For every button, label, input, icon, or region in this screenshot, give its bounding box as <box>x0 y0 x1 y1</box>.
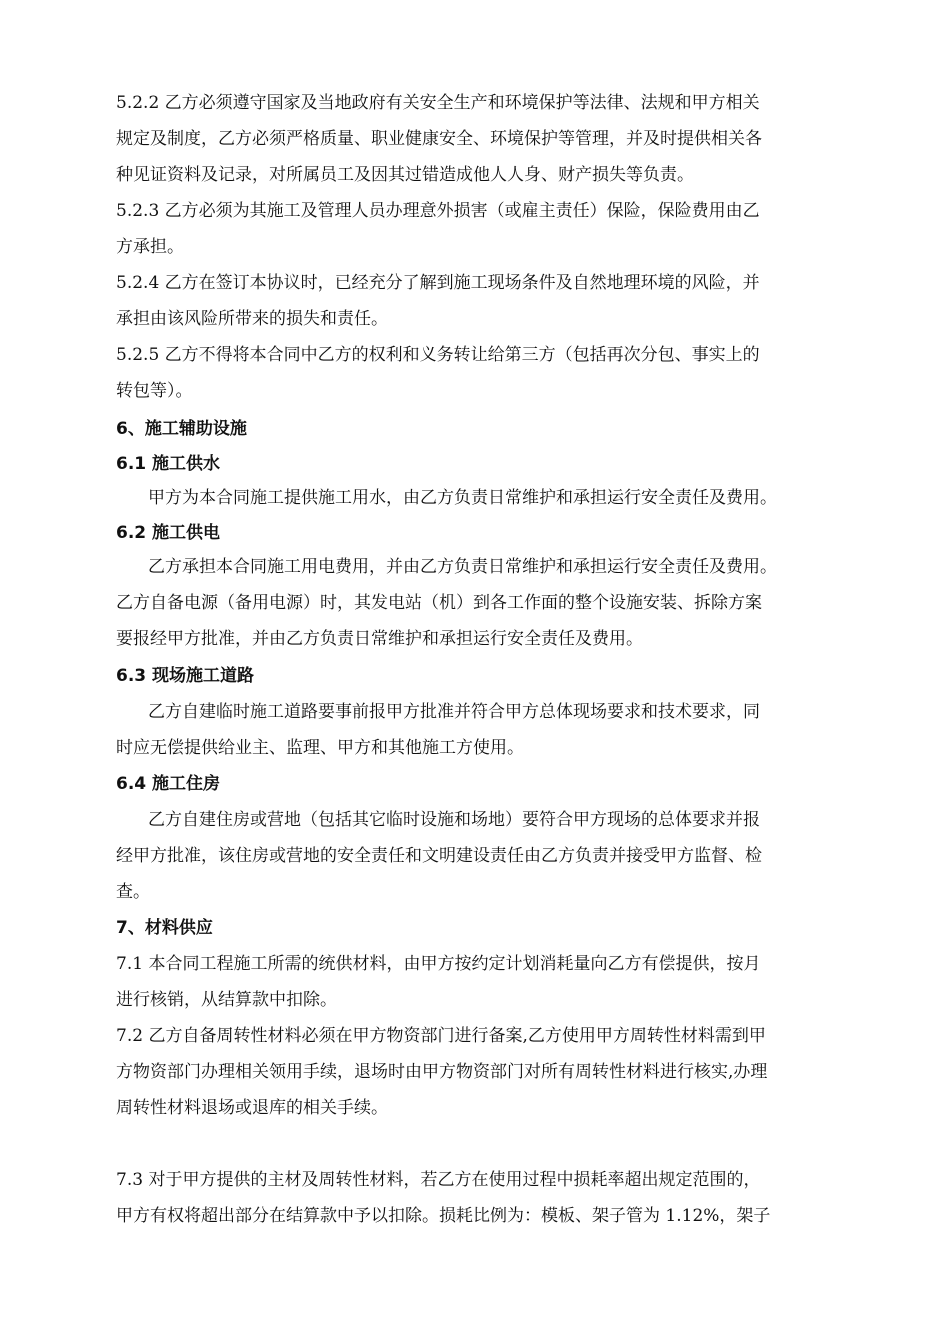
subsection-heading-6-1: 6.1 施工供水 <box>116 454 221 474</box>
clause-5-2-3-line-1: 5.2.3 乙方必须为其施工及管理人员办理意外损害（或雇主责任）保险，保险费用由乙 <box>116 201 760 221</box>
paragraph-6-3-line-1: 乙方自建临时施工道路要事前报甲方批准并符合甲方总体现场要求和技术要求，同 <box>148 702 760 722</box>
paragraph-6-3-line-2: 时应无偿提供给业主、监理、甲方和其他施工方使用。 <box>116 738 524 758</box>
section-heading-7: 7、材料供应 <box>116 918 213 938</box>
paragraph-6-1-line-1: 甲方为本合同施工提供施工用水，由乙方负责日常维护和承担运行安全责任及费用。 <box>148 488 777 508</box>
subsection-heading-6-4: 6.4 施工住房 <box>116 774 221 794</box>
clause-7-2-line-3: 周转性材料退场或退库的相关手续。 <box>116 1098 388 1118</box>
clause-5-2-3-line-2: 方承担。 <box>116 237 184 257</box>
clause-5-2-4-line-1: 5.2.4 乙方在签订本协议时，已经充分了解到施工现场条件及自然地理环境的风险，并 <box>116 273 760 293</box>
paragraph-6-2-line-1: 乙方承担本合同施工用电费用，并由乙方负责日常维护和承担运行安全责任及费用。 <box>148 557 777 577</box>
clause-5-2-2-line-3: 种见证资料及记录，对所属员工及因其过错造成他人人身、财产损失等负责。 <box>116 165 694 185</box>
clause-7-3-line-2: 甲方有权将超出部分在结算款中予以扣除。损耗比例为：模板、架子管为 1.12%，架子 <box>116 1206 771 1226</box>
subsection-heading-6-3: 6.3 现场施工道路 <box>116 666 255 686</box>
paragraph-6-2-line-2: 乙方自备电源（备用电源）时，其发电站（机）到各工作面的整个设施安装、拆除方案 <box>116 593 762 613</box>
clause-5-2-2-line-1: 5.2.2 乙方必须遵守国家及当地政府有关安全生产和环境保护等法律、法规和甲方相关 <box>116 93 760 113</box>
clause-7-3-line-1: 7.3 对于甲方提供的主材及周转性材料，若乙方在使用过程中损耗率超出规定范围的， <box>116 1170 761 1190</box>
section-heading-6: 6、施工辅助设施 <box>116 419 247 439</box>
clause-7-2-line-2: 方物资部门办理相关领用手续，退场时由甲方物资部门对所有周转性材料进行核实,办理 <box>116 1062 768 1082</box>
clause-7-1-line-2: 进行核销，从结算款中扣除。 <box>116 990 337 1010</box>
paragraph-6-4-line-3: 查。 <box>116 882 150 902</box>
clause-5-2-2-line-2: 规定及制度，乙方必须严格质量、职业健康安全、环境保护等管理，并及时提供相关各 <box>116 129 762 149</box>
clause-5-2-5-line-1: 5.2.5 乙方不得将本合同中乙方的权利和义务转让给第三方（包括再次分包、事实上的 <box>116 345 760 365</box>
clause-5-2-5-line-2: 转包等）。 <box>116 381 193 401</box>
paragraph-6-4-line-2: 经甲方批准，该住房或营地的安全责任和文明建设责任由乙方负责并接受甲方监督、检 <box>116 846 762 866</box>
clause-7-1-line-1: 7.1 本合同工程施工所需的统供材料，由甲方按约定计划消耗量向乙方有偿提供，按月 <box>116 954 761 974</box>
clause-5-2-4-line-2: 承担由该风险所带来的损失和责任。 <box>116 309 388 329</box>
clause-7-2-line-1: 7.2 乙方自备周转性材料必须在甲方物资部门进行备案,乙方使用甲方周转性材料需到甲 <box>116 1026 766 1046</box>
paragraph-6-2-line-3: 要报经甲方批准，并由乙方负责日常维护和承担运行安全责任及费用。 <box>116 629 643 649</box>
subsection-heading-6-2: 6.2 施工供电 <box>116 523 221 543</box>
paragraph-6-4-line-1: 乙方自建住房或营地（包括其它临时设施和场地）要符合甲方现场的总体要求并报 <box>148 810 760 830</box>
